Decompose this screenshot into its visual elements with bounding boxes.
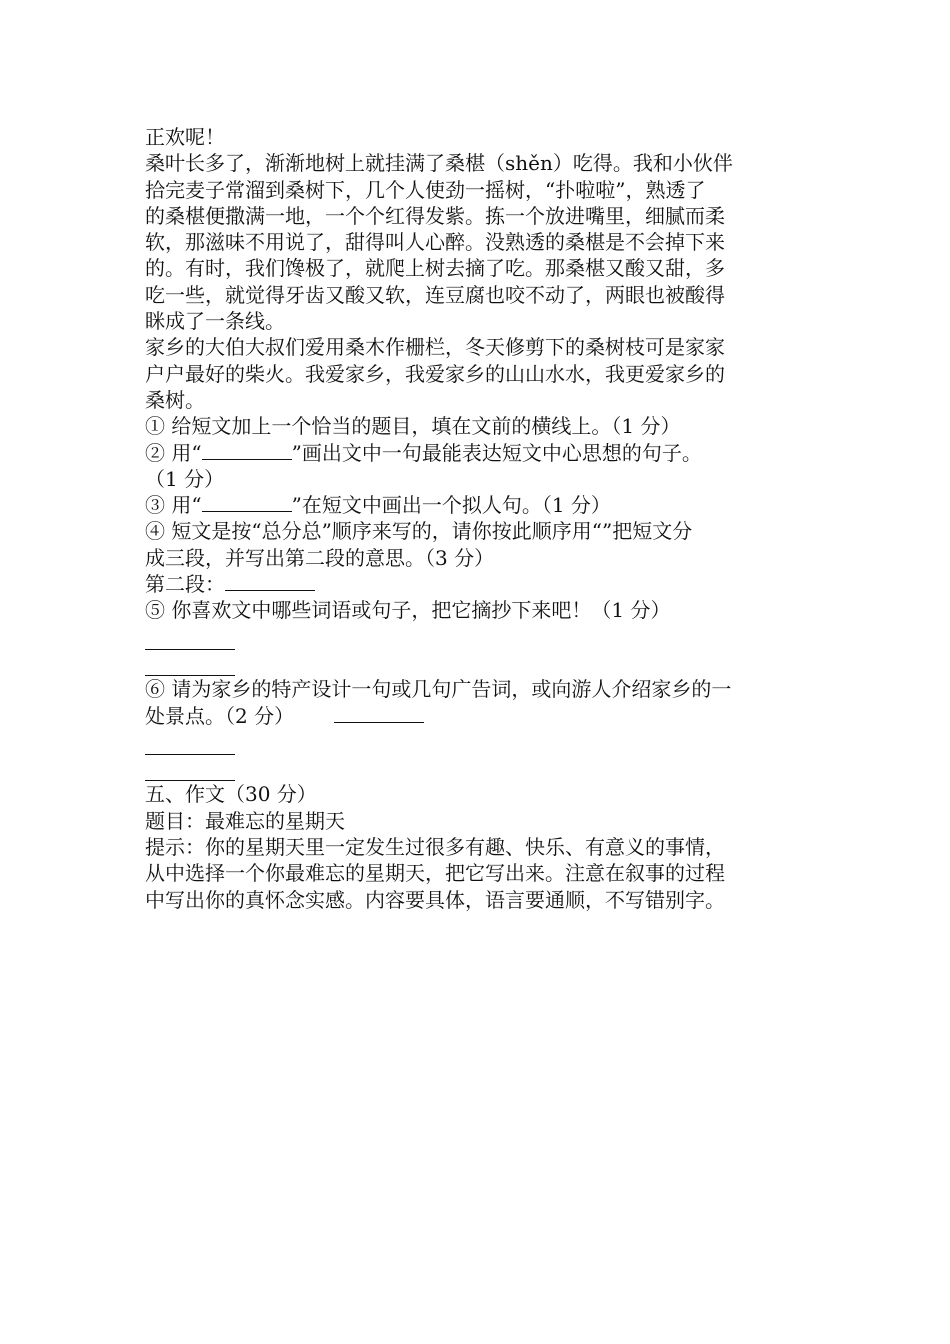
text-line: 桑叶长多了，渐渐地树上就挂满了桑椹（shěn）吃得。我和小伙伴 [145, 151, 733, 176]
essay-title: 题目：最难忘的星期天 [145, 808, 345, 833]
question-5: ⑤ 你喜欢文中哪些词语或句子，把它摘抄下来吧！（1 分） [145, 598, 671, 623]
text-line: 的。有时，我们馋极了，就爬上树去摘了吃。那桑椹又酸又甜，多 [145, 256, 725, 281]
paragraph-mulberry-wood [145, 334, 815, 413]
question-1: ① 给短文加上一个恰当的题目，填在文前的横线上。（1 分） [145, 414, 681, 439]
text-line: 软，那滋味不用说了，甜得叫人心醉。没熟透的桑椹是不会掉下来 [145, 230, 725, 255]
answer-blank-line[interactable] [145, 729, 235, 755]
answer-blank[interactable] [202, 441, 292, 460]
text-line: 桑树。 [145, 387, 205, 412]
question-3-prefix: ③ 用“ [145, 493, 202, 518]
answer-blank[interactable] [202, 493, 292, 512]
answer-label: 第二段： [145, 572, 225, 597]
question-6-line1: ⑥ 请为家乡的特产设计一句或几句广告词，或向游人介绍家乡的一 [145, 677, 732, 702]
text-line: 家乡的大伯大叔们爱用桑木作栅栏，冬天修剪下的桑树枝可是家家 [145, 335, 725, 360]
section-5-heading: 五、作文（30 分） [145, 782, 317, 807]
question-6-line2 [145, 703, 815, 729]
essay-hint [145, 834, 815, 913]
question-2-prefix: ② 用“ [145, 440, 202, 465]
paragraph-mulberry-fruit [145, 150, 815, 334]
question-2-score: （1 分） [145, 466, 225, 491]
question-4-line2: 成三段，并写出第二段的意思。（3 分） [145, 545, 495, 570]
text-line: 中写出你的真怀念实感。内容要具体，语言要通顺，不写错别字。 [145, 887, 725, 912]
text-line: 吃一些，就觉得牙齿又酸又软，连豆腐也咬不动了，两眼也被酸得 [145, 282, 725, 307]
question-4-answer [145, 571, 815, 597]
answer-blank[interactable] [334, 704, 424, 723]
text-line: 从中选择一个你最难忘的星期天，把它写出来。注意在叙事的过程 [145, 861, 725, 886]
question-2 [145, 440, 815, 466]
text-line: 户户最好的柴火。我爱家乡，我爱家乡的山山水水，我更爱家乡的 [145, 361, 725, 386]
text-line: 眯成了一条线。 [145, 309, 285, 334]
paragraph-end: 正欢呢！ [145, 125, 225, 149]
question-6-text: 处景点。（2 分） [145, 703, 295, 728]
question-3 [145, 492, 815, 518]
answer-blank-line[interactable] [145, 755, 235, 781]
question-3-suffix: ”在短文中画出一个拟人句。（1 分） [291, 493, 611, 518]
text-line: 提示：你的星期天里一定发生过很多有趣、快乐、有意义的事情， [145, 835, 725, 860]
answer-blank-line[interactable] [145, 624, 235, 650]
question-4-line1: ④ 短文是按“总分总”顺序来写的，请你按此顺序用“”把短文分 [145, 519, 693, 544]
answer-blank-line[interactable] [145, 650, 235, 676]
answer-blank[interactable] [225, 572, 315, 591]
text-line: 的桑椹便撒满一地，一个个红得发紫。拣一个放进嘴里，细腻而柔 [145, 203, 725, 228]
text-line: 拾完麦子常溜到桑树下，几个人使劲一摇树，“扑啦啦”，熟透了 [145, 177, 706, 202]
question-2-suffix: ”画出文中一句最能表达短文中心思想的句子。 [291, 440, 702, 465]
document-page [145, 124, 815, 913]
